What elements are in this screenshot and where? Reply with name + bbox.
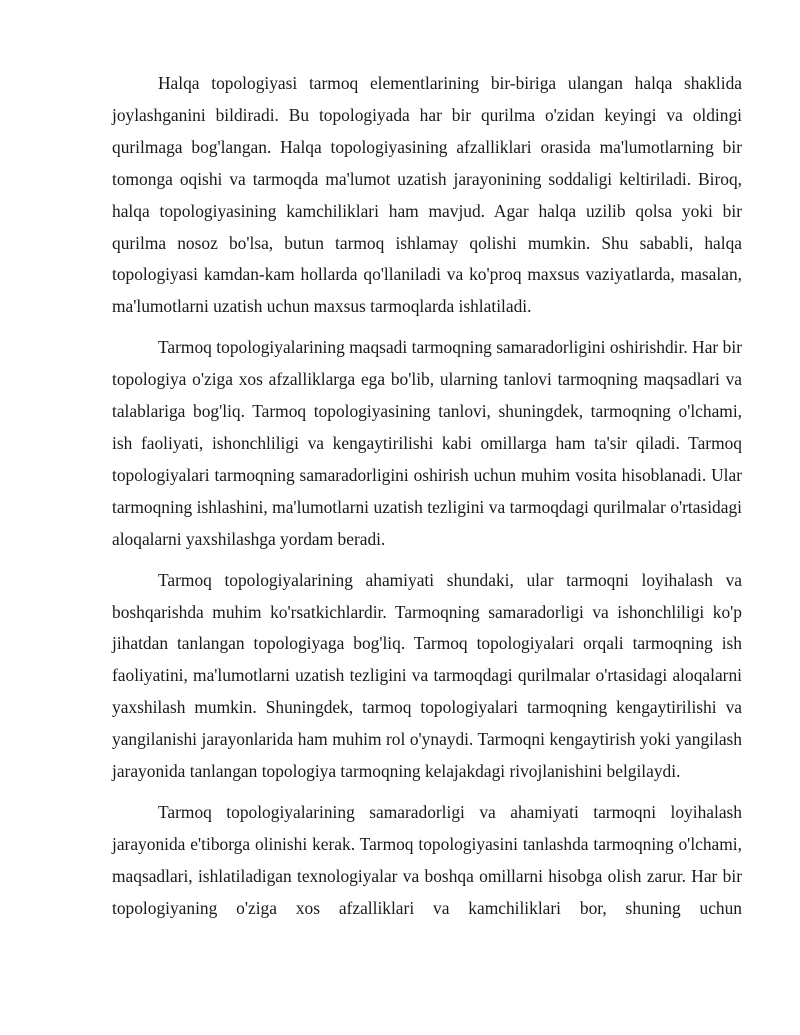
paragraph-topology-design: Tarmoq topologiyalarining samaradorligi va ahamiyati tarmoqni loyihalash jarayonida e'tiborga olinishi kerak. Tarmoq topologiyasini tanlashda tarmoqning o'lchami, maqsadlari, ishlatiladigan texnologiyalar va boshqa omillarni hisobga olish zarur. Har bir topologiyaning o'ziga xos afzalliklari va kamchiliklari bor, shuning uchun <box>112 801 742 918</box>
document-body <box>112 68 742 934</box>
paragraph-topology-importance: Tarmoq topologiyalarining ahamiyati shundaki, ular tarmoqni loyihalash va boshqarishda muhim ko'rsatkichlardir. Tarmoqning samaradorligi va ishonchliligi ko'p jihatdan tanlangan topologiyaga bog'liq. Tarmoq topologiyalari orqali tarmoqning ish faoliyatini, ma'lumotlarni uzatish tezligini va tarmoqdagi qurilmalar o'rtasidagi aloqalarni yaxshilash mumkin. Shuningdek, tarmoq topologiyalari tarmoqning kengaytirilishi va yangilanishi jarayonlarida ham muhim rol o'ynaydi. Tarmoqni kengaytirish yoki yangilash jarayonida tanlangan topologiya tarmoqning kelajakdagi rivojlanishini belgilaydi. <box>112 569 742 782</box>
paragraph-ring-topology: Halqa topologiyasi tarmoq elementlarining bir-biriga ulangan halqa shaklida joylashganini bildiradi. Bu topologiyada har bir qurilma o'zidan keyingi va oldingi qurilmaga bog'langan. Halqa topologiyasining afzalliklari orasida ma'lumotlarning bir tomonga oqishi va tarmoqda ma'lumot uzatish jarayonining soddaligi keltiriladi. Biroq, halqa topologiyasining kamchiliklari ham mavjud. Agar halqa uzilib qolsa yoki bir qurilma nosoz bo'lsa, butun tarmoq ishlamay qolishi mumkin. Shu sababli, halqa topologiyasi kamdan-kam hollarda qo'llaniladi va ko'proq maxsus vaziyatlarda, masalan, ma'lumotlarni uzatish uchun maxsus tarmoqlarda ishlatiladi. <box>112 73 742 317</box>
paragraph-topology-purpose: Tarmoq topologiyalarining maqsadi tarmoqning samaradorligini oshirishdir. Har bir topologiya o'ziga xos afzalliklarga ega bo'lib, ularning tanlovi tarmoqning maqsadlari va talablariga bog'liq. Tarmoq topologiyasining tanlovi, shuningdek, tarmoqning o'lchami, ish faoliyati, ishonchliligi va kengaytirilishi kabi omillarga ham ta'sir qiladi. Tarmoq topologiyalari tarmoqning samaradorligini oshirish uchun muhim vosita hisoblanadi. Ular tarmoqning ishlashini, ma'lumotlarni uzatish tezligini va tarmoqdagi qurilmalar o'rtasidagi aloqalarni yaxshilashga yordam beradi. <box>112 337 742 549</box>
